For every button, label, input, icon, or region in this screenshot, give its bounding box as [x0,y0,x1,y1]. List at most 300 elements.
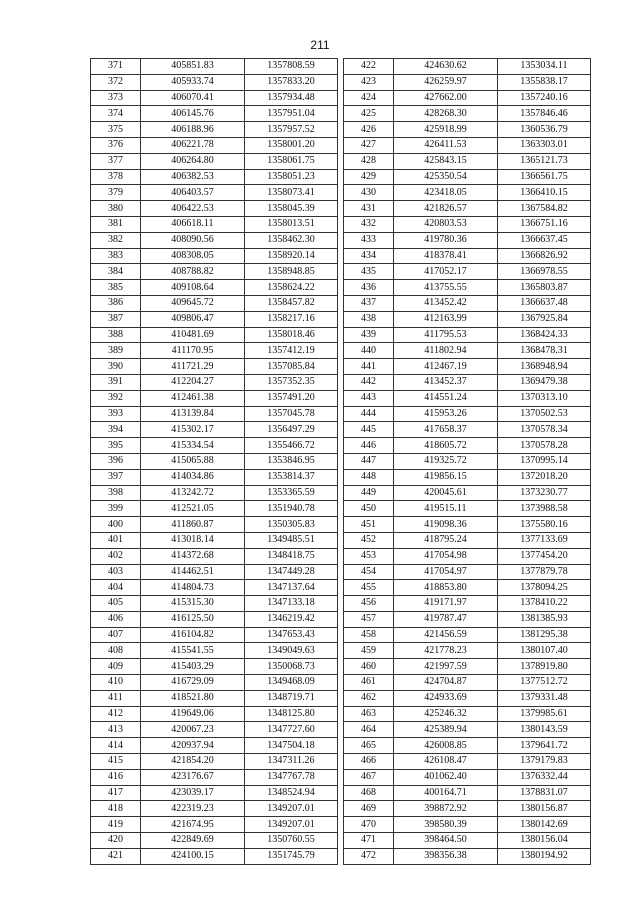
table-row [344,564,591,580]
point-number-cell: 408 [91,643,141,659]
table-row [91,817,338,833]
point-number-cell: 390 [91,359,141,375]
y-coordinate-cell: 1377454.20 [498,548,591,564]
table-row [344,422,591,438]
x-coordinate-cell: 416104.82 [141,627,245,643]
table-row [344,706,591,722]
x-coordinate-cell: 405851.83 [141,59,245,75]
table-row [344,327,591,343]
y-coordinate-cell: 1380156.04 [498,833,591,849]
point-number-cell: 372 [91,74,141,90]
table-row [344,185,591,201]
y-coordinate-cell: 1381385.93 [498,611,591,627]
coordinates-table-right [343,58,591,865]
table-row [344,469,591,485]
y-coordinate-cell: 1358013.51 [245,216,338,232]
y-coordinate-cell: 1357412.19 [245,343,338,359]
point-number-cell: 463 [344,706,394,722]
x-coordinate-cell: 427662.00 [394,90,498,106]
x-coordinate-cell: 398872.92 [394,801,498,817]
x-coordinate-cell: 415541.55 [141,643,245,659]
table-row [344,359,591,375]
x-coordinate-cell: 421674.95 [141,817,245,833]
table-row [91,643,338,659]
x-coordinate-cell: 406145.76 [141,106,245,122]
table-row [344,517,591,533]
point-number-cell: 442 [344,374,394,390]
y-coordinate-cell: 1370995.14 [498,453,591,469]
y-coordinate-cell: 1363303.01 [498,137,591,153]
point-number-cell: 423 [344,74,394,90]
point-number-cell: 404 [91,580,141,596]
y-coordinate-cell: 1378831.07 [498,785,591,801]
table-row [91,295,338,311]
table-row [91,596,338,612]
x-coordinate-cell: 426259.97 [394,74,498,90]
y-coordinate-cell: 1348418.75 [245,548,338,564]
x-coordinate-cell: 419649.06 [141,706,245,722]
point-number-cell: 461 [344,675,394,691]
point-number-cell: 449 [344,485,394,501]
x-coordinate-cell: 420045.61 [394,485,498,501]
y-coordinate-cell: 1381295.38 [498,627,591,643]
x-coordinate-cell: 419787.47 [394,611,498,627]
point-number-cell: 419 [91,817,141,833]
x-coordinate-cell: 406070.41 [141,90,245,106]
y-coordinate-cell: 1350068.73 [245,659,338,675]
table-row [344,833,591,849]
y-coordinate-cell: 1347504.18 [245,738,338,754]
table-row [344,169,591,185]
table-row [344,295,591,311]
point-number-cell: 376 [91,137,141,153]
point-number-cell: 426 [344,122,394,138]
y-coordinate-cell: 1353846.95 [245,453,338,469]
x-coordinate-cell: 424100.15 [141,848,245,864]
table-row [91,232,338,248]
table-row [344,122,591,138]
x-coordinate-cell: 414551.24 [394,390,498,406]
table-row [91,406,338,422]
table-row [344,232,591,248]
y-coordinate-cell: 1380194.92 [498,848,591,864]
x-coordinate-cell: 414372.68 [141,548,245,564]
table-row [344,659,591,675]
point-number-cell: 391 [91,374,141,390]
x-coordinate-cell: 415334.54 [141,438,245,454]
x-coordinate-cell: 418378.41 [394,248,498,264]
x-coordinate-cell: 411795.53 [394,327,498,343]
y-coordinate-cell: 1347449.28 [245,564,338,580]
table-row [91,74,338,90]
y-coordinate-cell: 1355466.72 [245,438,338,454]
x-coordinate-cell: 424933.69 [394,690,498,706]
y-coordinate-cell: 1357240.16 [498,90,591,106]
table-row [344,264,591,280]
table-row [344,106,591,122]
table-row [344,311,591,327]
x-coordinate-cell: 405933.74 [141,74,245,90]
point-number-cell: 414 [91,738,141,754]
y-coordinate-cell: 1356497.29 [245,422,338,438]
x-coordinate-cell: 406403.57 [141,185,245,201]
x-coordinate-cell: 420803.53 [394,216,498,232]
table-row [344,722,591,738]
x-coordinate-cell: 421826.57 [394,201,498,217]
point-number-cell: 406 [91,611,141,627]
table-row [344,485,591,501]
x-coordinate-cell: 408308.05 [141,248,245,264]
point-number-cell: 416 [91,769,141,785]
x-coordinate-cell: 406264.80 [141,153,245,169]
y-coordinate-cell: 1358073.41 [245,185,338,201]
table-row [91,264,338,280]
table-row [344,406,591,422]
x-coordinate-cell: 428268.30 [394,106,498,122]
coordinates-table-left [90,58,338,865]
point-number-cell: 377 [91,153,141,169]
point-number-cell: 412 [91,706,141,722]
x-coordinate-cell: 425918.99 [394,122,498,138]
point-number-cell: 381 [91,216,141,232]
point-number-cell: 413 [91,722,141,738]
y-coordinate-cell: 1357808.59 [245,59,338,75]
table-row [91,848,338,864]
y-coordinate-cell: 1366561.75 [498,169,591,185]
y-coordinate-cell: 1369479.38 [498,374,591,390]
x-coordinate-cell: 419515.11 [394,501,498,517]
point-number-cell: 471 [344,833,394,849]
point-number-cell: 435 [344,264,394,280]
point-number-cell: 440 [344,343,394,359]
point-number-cell: 398 [91,485,141,501]
point-number-cell: 410 [91,675,141,691]
x-coordinate-cell: 416729.09 [141,675,245,691]
x-coordinate-cell: 406382.53 [141,169,245,185]
y-coordinate-cell: 1347137.64 [245,580,338,596]
point-number-cell: 396 [91,453,141,469]
x-coordinate-cell: 419780.36 [394,232,498,248]
y-coordinate-cell: 1355838.17 [498,74,591,90]
y-coordinate-cell: 1358051.23 [245,169,338,185]
point-number-cell: 388 [91,327,141,343]
y-coordinate-cell: 1357491.20 [245,390,338,406]
y-coordinate-cell: 1378410.22 [498,596,591,612]
point-number-cell: 469 [344,801,394,817]
point-number-cell: 405 [91,596,141,612]
x-coordinate-cell: 410481.69 [141,327,245,343]
point-number-cell: 457 [344,611,394,627]
x-coordinate-cell: 408090.56 [141,232,245,248]
y-coordinate-cell: 1380156.87 [498,801,591,817]
y-coordinate-cell: 1358001.20 [245,137,338,153]
x-coordinate-cell: 425246.32 [394,706,498,722]
point-number-cell: 424 [344,90,394,106]
table-row [91,659,338,675]
y-coordinate-cell: 1357957.52 [245,122,338,138]
point-number-cell: 446 [344,438,394,454]
y-coordinate-cell: 1373230.77 [498,485,591,501]
x-coordinate-cell: 412521.05 [141,501,245,517]
table-row [91,532,338,548]
table-row [344,690,591,706]
y-coordinate-cell: 1350760.55 [245,833,338,849]
y-coordinate-cell: 1349485.51 [245,532,338,548]
y-coordinate-cell: 1367584.82 [498,201,591,217]
y-coordinate-cell: 1370502.53 [498,406,591,422]
table-row [344,596,591,612]
x-coordinate-cell: 420067.23 [141,722,245,738]
table-row [91,343,338,359]
table-row [91,501,338,517]
x-coordinate-cell: 415065.88 [141,453,245,469]
table-row [344,754,591,770]
x-coordinate-cell: 418605.72 [394,438,498,454]
point-number-cell: 447 [344,453,394,469]
x-coordinate-cell: 413452.37 [394,374,498,390]
y-coordinate-cell: 1379331.48 [498,690,591,706]
table-row [91,359,338,375]
y-coordinate-cell: 1357934.48 [245,90,338,106]
point-number-cell: 443 [344,390,394,406]
x-coordinate-cell: 412163.99 [394,311,498,327]
x-coordinate-cell: 419171.97 [394,596,498,612]
x-coordinate-cell: 423176.67 [141,769,245,785]
point-number-cell: 378 [91,169,141,185]
table-row [344,137,591,153]
point-number-cell: 467 [344,769,394,785]
y-coordinate-cell: 1360536.79 [498,122,591,138]
y-coordinate-cell: 1366978.55 [498,264,591,280]
point-number-cell: 401 [91,532,141,548]
x-coordinate-cell: 417054.97 [394,564,498,580]
y-coordinate-cell: 1377133.69 [498,532,591,548]
point-number-cell: 380 [91,201,141,217]
y-coordinate-cell: 1349207.01 [245,817,338,833]
x-coordinate-cell: 417054.98 [394,548,498,564]
point-number-cell: 403 [91,564,141,580]
x-coordinate-cell: 415315.30 [141,596,245,612]
x-coordinate-cell: 420937.94 [141,738,245,754]
point-number-cell: 465 [344,738,394,754]
point-number-cell: 379 [91,185,141,201]
x-coordinate-cell: 413755.55 [394,280,498,296]
y-coordinate-cell: 1349049.63 [245,643,338,659]
y-coordinate-cell: 1366410.15 [498,185,591,201]
table-row [91,675,338,691]
x-coordinate-cell: 415403.29 [141,659,245,675]
x-coordinate-cell: 413139.84 [141,406,245,422]
point-number-cell: 409 [91,659,141,675]
y-coordinate-cell: 1367925.84 [498,311,591,327]
point-number-cell: 459 [344,643,394,659]
point-number-cell: 427 [344,137,394,153]
point-number-cell: 452 [344,532,394,548]
table-row [344,580,591,596]
x-coordinate-cell: 398356.38 [394,848,498,864]
point-number-cell: 399 [91,501,141,517]
table-row [344,817,591,833]
table-row [91,469,338,485]
table-row [91,106,338,122]
y-coordinate-cell: 1348719.71 [245,690,338,706]
point-number-cell: 418 [91,801,141,817]
y-coordinate-cell: 1375580.16 [498,517,591,533]
point-number-cell: 385 [91,280,141,296]
table-row [91,754,338,770]
point-number-cell: 434 [344,248,394,264]
point-number-cell: 411 [91,690,141,706]
point-number-cell: 453 [344,548,394,564]
table-row [91,59,338,75]
table-row [344,675,591,691]
y-coordinate-cell: 1377512.72 [498,675,591,691]
point-number-cell: 395 [91,438,141,454]
table-row [91,327,338,343]
table-row [91,485,338,501]
y-coordinate-cell: 1379179.83 [498,754,591,770]
x-coordinate-cell: 421778.23 [394,643,498,659]
point-number-cell: 386 [91,295,141,311]
y-coordinate-cell: 1368424.33 [498,327,591,343]
table-row [344,453,591,469]
x-coordinate-cell: 425350.54 [394,169,498,185]
y-coordinate-cell: 1358624.22 [245,280,338,296]
point-number-cell: 394 [91,422,141,438]
point-number-cell: 407 [91,627,141,643]
table-row [344,501,591,517]
y-coordinate-cell: 1357833.20 [245,74,338,90]
y-coordinate-cell: 1358457.82 [245,295,338,311]
point-number-cell: 425 [344,106,394,122]
x-coordinate-cell: 411860.87 [141,517,245,533]
x-coordinate-cell: 411802.94 [394,343,498,359]
y-coordinate-cell: 1347767.78 [245,769,338,785]
table-row [91,169,338,185]
table-row [91,690,338,706]
x-coordinate-cell: 409108.64 [141,280,245,296]
table-row [91,137,338,153]
table-row [91,453,338,469]
x-coordinate-cell: 426411.53 [394,137,498,153]
y-coordinate-cell: 1348524.94 [245,785,338,801]
y-coordinate-cell: 1358018.46 [245,327,338,343]
x-coordinate-cell: 417658.37 [394,422,498,438]
x-coordinate-cell: 422319.23 [141,801,245,817]
y-coordinate-cell: 1370313.10 [498,390,591,406]
point-number-cell: 402 [91,548,141,564]
point-number-cell: 455 [344,580,394,596]
table-row [91,185,338,201]
point-number-cell: 466 [344,754,394,770]
table-row [91,738,338,754]
y-coordinate-cell: 1376332.44 [498,769,591,785]
x-coordinate-cell: 413242.72 [141,485,245,501]
table-row [344,201,591,217]
point-number-cell: 445 [344,422,394,438]
table-row [91,390,338,406]
x-coordinate-cell: 412461.38 [141,390,245,406]
x-coordinate-cell: 411721.29 [141,359,245,375]
point-number-cell: 415 [91,754,141,770]
x-coordinate-cell: 406618.11 [141,216,245,232]
page-number: 211 [310,38,330,52]
y-coordinate-cell: 1357045.78 [245,406,338,422]
point-number-cell: 417 [91,785,141,801]
table-row [91,311,338,327]
point-number-cell: 464 [344,722,394,738]
y-coordinate-cell: 1366637.48 [498,295,591,311]
y-coordinate-cell: 1378919.80 [498,659,591,675]
point-number-cell: 470 [344,817,394,833]
point-number-cell: 432 [344,216,394,232]
y-coordinate-cell: 1370578.28 [498,438,591,454]
table-row [344,848,591,864]
y-coordinate-cell: 1346219.42 [245,611,338,627]
table-row [91,422,338,438]
point-number-cell: 438 [344,311,394,327]
table-row [344,153,591,169]
table-row [91,706,338,722]
x-coordinate-cell: 398464.50 [394,833,498,849]
x-coordinate-cell: 401062.40 [394,769,498,785]
table-row [91,833,338,849]
x-coordinate-cell: 419098.36 [394,517,498,533]
y-coordinate-cell: 1353814.37 [245,469,338,485]
table-row [91,769,338,785]
y-coordinate-cell: 1358217.16 [245,311,338,327]
y-coordinate-cell: 1380142.69 [498,817,591,833]
table-row [344,801,591,817]
point-number-cell: 460 [344,659,394,675]
table-row [91,153,338,169]
x-coordinate-cell: 398580.39 [394,817,498,833]
table-row [91,801,338,817]
table-row [91,611,338,627]
table-row [344,611,591,627]
y-coordinate-cell: 1349468.09 [245,675,338,691]
x-coordinate-cell: 424630.62 [394,59,498,75]
y-coordinate-cell: 1348125.80 [245,706,338,722]
y-coordinate-cell: 1366826.92 [498,248,591,264]
x-coordinate-cell: 412204.27 [141,374,245,390]
x-coordinate-cell: 408788.82 [141,264,245,280]
table-row [344,390,591,406]
point-number-cell: 389 [91,343,141,359]
table-row [91,580,338,596]
x-coordinate-cell: 415953.26 [394,406,498,422]
point-number-cell: 454 [344,564,394,580]
x-coordinate-cell: 425843.15 [394,153,498,169]
table-row [344,738,591,754]
y-coordinate-cell: 1358061.75 [245,153,338,169]
table-row [344,74,591,90]
table-row [91,722,338,738]
y-coordinate-cell: 1357846.46 [498,106,591,122]
point-number-cell: 421 [91,848,141,864]
x-coordinate-cell: 417052.17 [394,264,498,280]
point-number-cell: 393 [91,406,141,422]
x-coordinate-cell: 409645.72 [141,295,245,311]
table-row [91,627,338,643]
point-number-cell: 437 [344,295,394,311]
point-number-cell: 431 [344,201,394,217]
point-number-cell: 430 [344,185,394,201]
point-number-cell: 387 [91,311,141,327]
x-coordinate-cell: 406422.53 [141,201,245,217]
y-coordinate-cell: 1350305.83 [245,517,338,533]
y-coordinate-cell: 1370578.34 [498,422,591,438]
